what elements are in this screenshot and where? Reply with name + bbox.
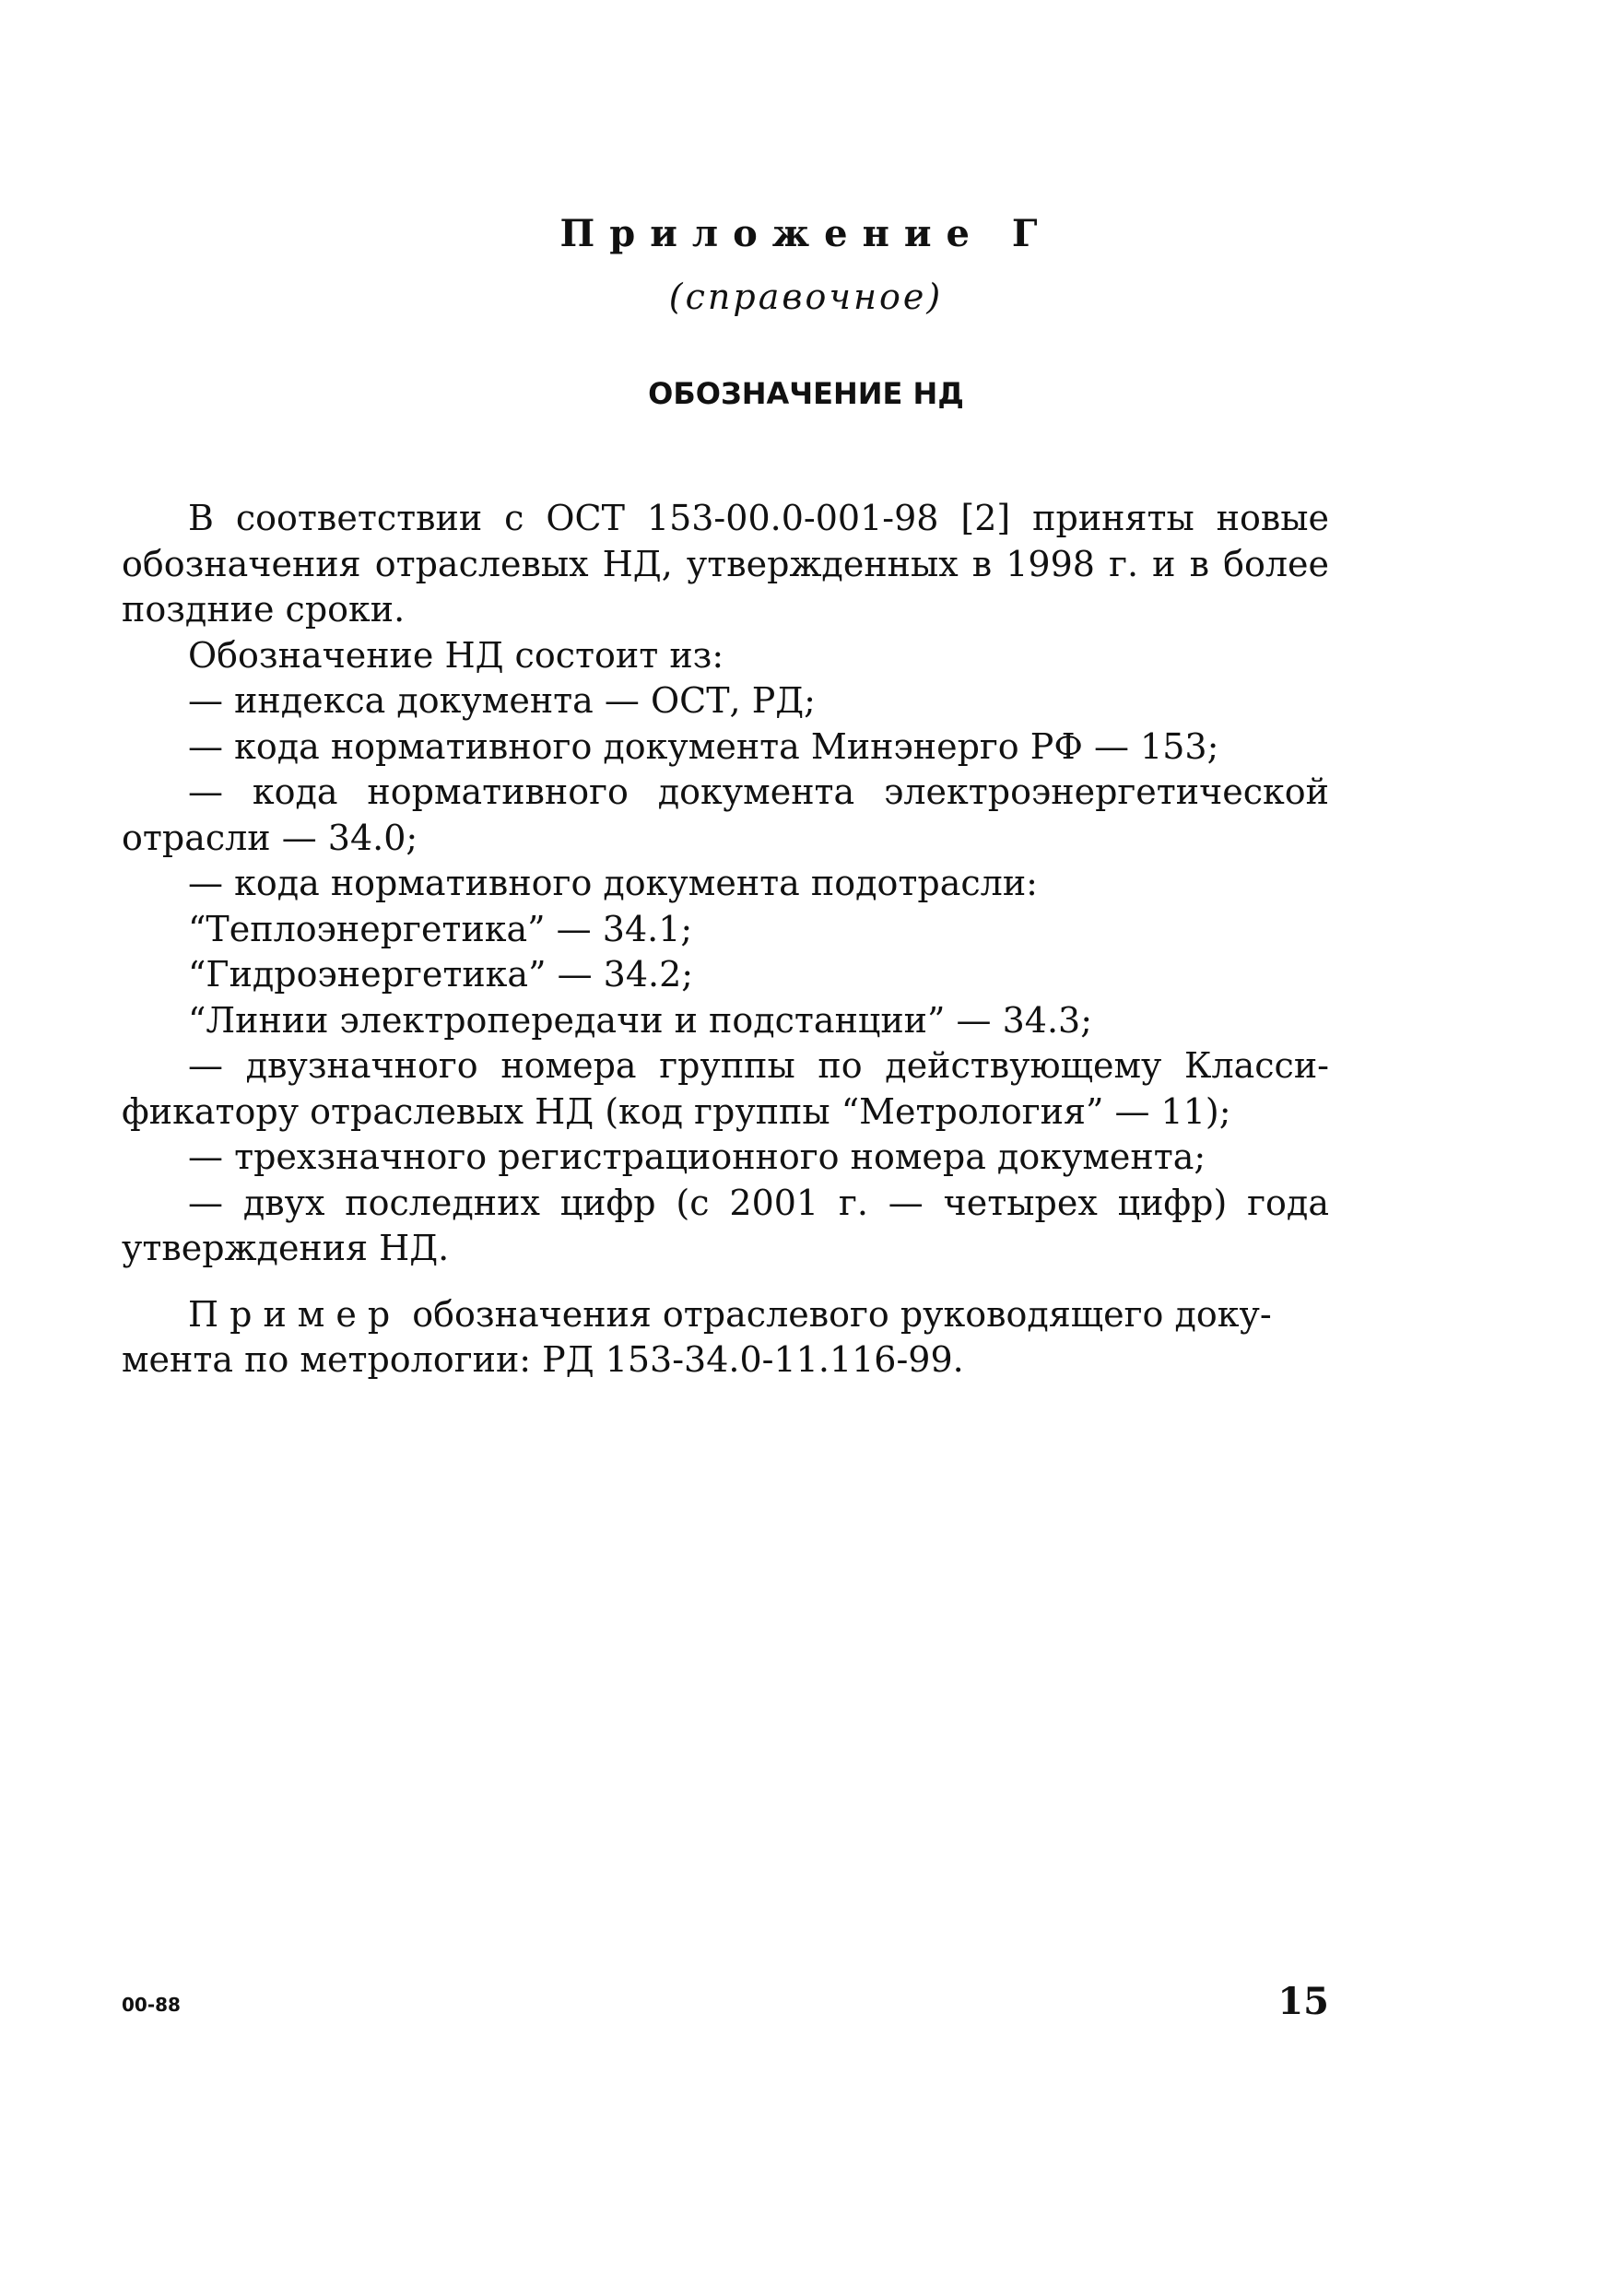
- item-line-4: отрасли — 34.0;: [122, 817, 418, 858]
- item-line-6: “Теплоэнергетика” — 34.1;: [188, 908, 693, 949]
- intro-line-3: поздние сроки.: [122, 589, 406, 630]
- example-line-1-rest: обозначения отраслевого руководящего доку-: [401, 1293, 1272, 1335]
- body-text: [122, 496, 1329, 1383]
- item-line-5: — кода нормативного документа подотрасли:: [188, 863, 1038, 903]
- intro-line-2: обозначения отраслевых НД, утвержденных в 1998 г. и в более: [122, 543, 1329, 584]
- item-line-11: — трехзначного регистрационного номера документа;: [188, 1136, 1206, 1177]
- item-line-9: — двузначного номера группы по действующему Класси-: [188, 1045, 1329, 1086]
- item-line-7: “Гидроэнергетика” — 34.2;: [188, 954, 694, 995]
- item-line-12: — двух последних цифр (с 2001 г. — четырех цифр) года: [188, 1182, 1329, 1223]
- item-line-1: — индекса документа — ОСТ, РД;: [188, 680, 816, 721]
- page-number: 15: [1277, 1980, 1329, 2023]
- item-line-8: “Линии электропередачи и подстанции” — 34.3;: [188, 999, 1093, 1041]
- item-line-10: фикатору отраслевых НД (код группы “Метрология” — 11);: [122, 1090, 1231, 1132]
- example-line-1: [122, 1292, 1329, 1338]
- section-heading: ОБОЗНАЧЕНИЕ НД: [648, 376, 964, 411]
- item-line-3: — кода нормативного документа электроэнергетической: [188, 771, 1329, 812]
- composition-title: Обозначение НД состоит из:: [188, 634, 724, 676]
- appendix-title: Приложение Г: [559, 212, 1053, 255]
- footer-code: 00-88: [122, 1994, 181, 2016]
- intro-line-1: В соответствии с ОСТ 153-00.0-001-98 [2] приняты новые: [188, 498, 1329, 538]
- example-line-2: мента по метрологии: РД 153-34.0-11.116-99.: [122, 1339, 964, 1380]
- paragraph-gap: [122, 1272, 1329, 1292]
- item-line-2: — кода нормативного документа Минэнерго РФ — 153;: [188, 725, 1219, 767]
- appendix-subtitle: (справочное): [668, 277, 944, 317]
- item-line-13: утверждения НД.: [122, 1228, 450, 1268]
- example-label: Пример: [188, 1293, 402, 1335]
